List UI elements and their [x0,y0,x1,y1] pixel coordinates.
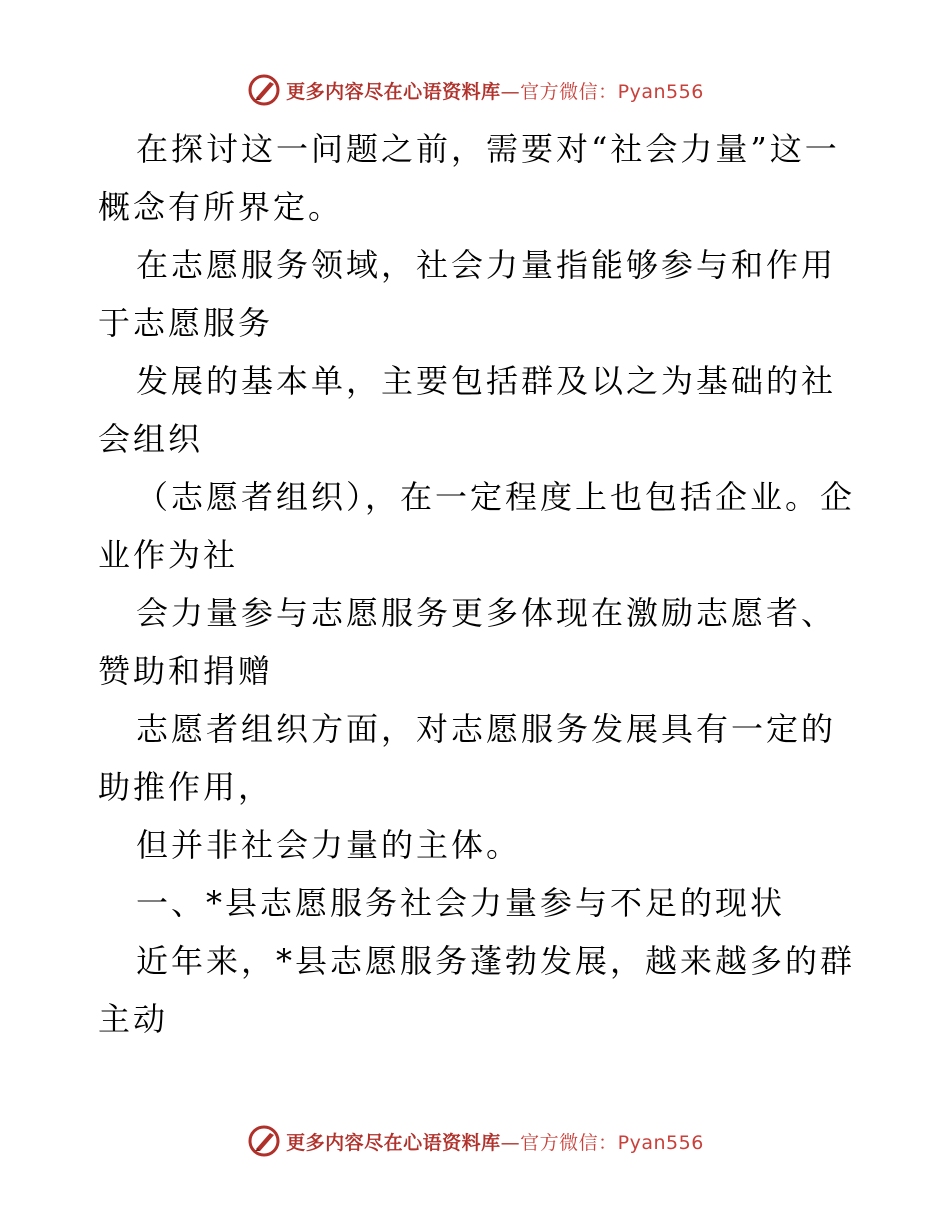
footer-separator: — [500,1131,521,1154]
section-heading: 一、*县志愿服务社会力量参与不足的现状 [136,884,786,922]
pen-logo-icon [246,72,282,108]
header-separator: — [500,80,521,103]
paragraph-1: 在探讨这一问题之前，需要对“社会力量”这一概念有所界定。 [98,130,840,226]
header-wechat: 官方微信：Pyan556 [520,80,704,103]
paragraph-5: 会力量参与志愿服务更多体现在激励志愿者、赞助和捐赠 [98,594,837,690]
paragraph-8: 近年来，*县志愿服务蓬勃发展，越来越多的群主动 [98,942,856,1038]
header-brand: 更多内容尽在心语资料库 [286,80,501,103]
header-banner-text [286,77,704,104]
document-body [98,120,858,1048]
footer-banner [0,1121,950,1161]
footer-wechat: 官方微信：Pyan556 [520,1131,704,1154]
footer-banner-text [286,1128,704,1155]
paragraph-4: （志愿者组织），在一定程度上也包括企业。企业作为社 [98,478,856,574]
paragraph-6: 志愿者组织方面，对志愿服务发展具有一定的助推作用， [98,710,837,806]
header-banner [0,70,950,110]
footer-brand: 更多内容尽在心语资料库 [286,1131,501,1154]
paragraph-2: 在志愿服务领域，社会力量指能够参与和作用于志愿服务 [98,246,837,342]
pen-logo-icon [246,1123,282,1159]
paragraph-3: 发展的基本单，主要包括群及以之为基础的社会组织 [98,362,837,458]
paragraph-7: 但并非社会力量的主体。 [136,826,522,864]
